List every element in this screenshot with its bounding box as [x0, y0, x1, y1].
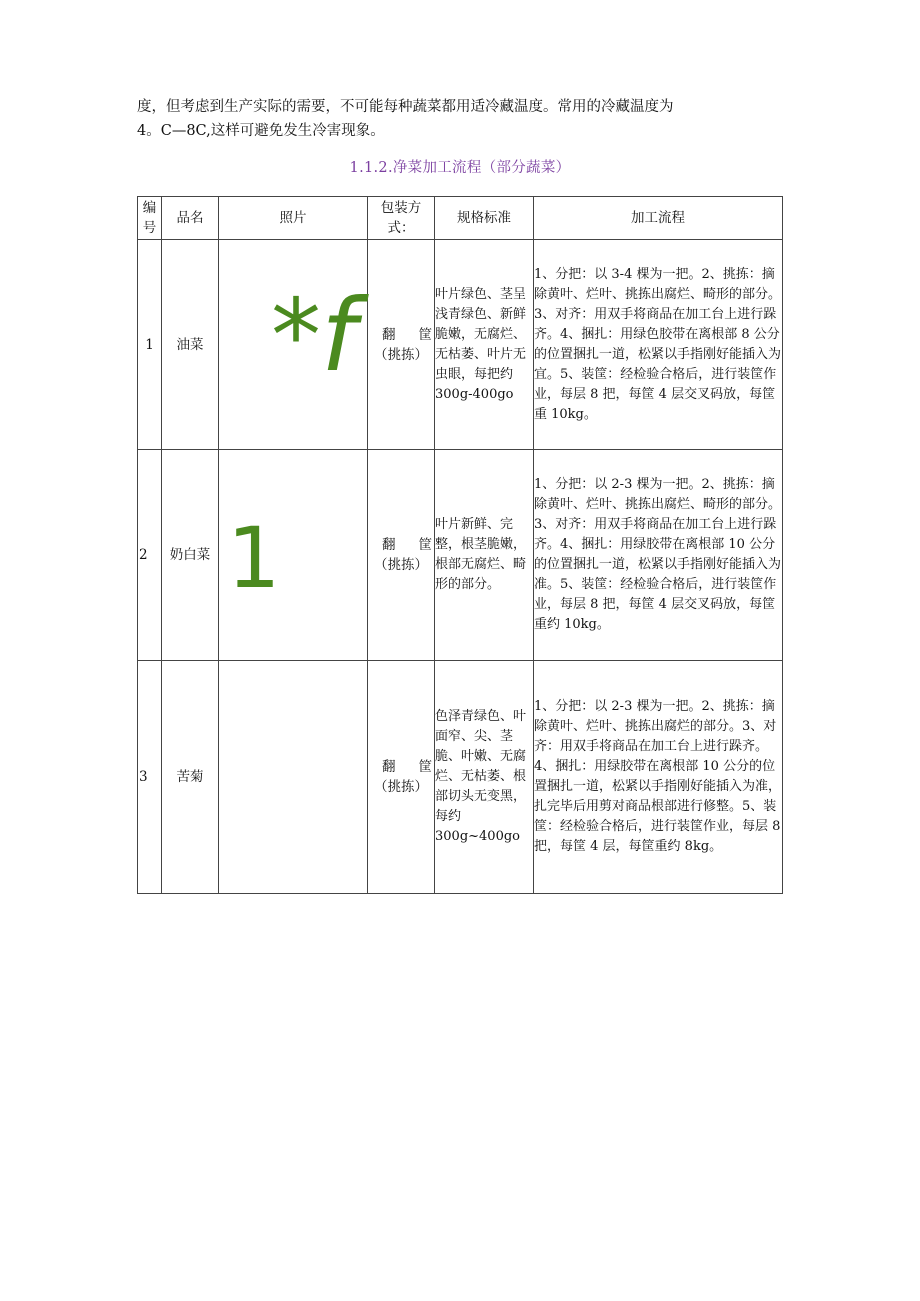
header-photo: 照片: [219, 197, 368, 240]
header-number-line-1: 编: [142, 200, 157, 216]
row-product-name: 油菜: [162, 240, 219, 450]
header-number: [138, 197, 162, 240]
section-title: 1.1.2.净菜加工流程（部分蔬菜）: [349, 160, 571, 176]
row-photo: [219, 661, 368, 894]
row-spec: 叶片绿色、茎呈浅青绿色、新鲜脆嫩，无腐烂、无枯萎、叶片无虫眼，每把约300g-400go: [435, 240, 534, 450]
packaging-note: （挑拣）: [374, 779, 428, 795]
processing-table: [137, 196, 783, 894]
packaging-note: （挑拣）: [374, 557, 428, 573]
table-header-row: [138, 197, 783, 240]
intro-line-2: 4。C—8C,这样可避免发生冷害现象。: [137, 123, 385, 139]
header-name: 品名: [162, 197, 219, 240]
row-spec: 叶片新鲜、完整，根茎脆嫩，根部无腐烂、畸形的部分。: [435, 450, 534, 661]
row-product-name: 苦菊: [162, 661, 219, 894]
row-number: 2: [138, 450, 162, 661]
header-spec: 规格标准: [435, 197, 534, 240]
packaging-method: 翻筐: [382, 326, 432, 343]
header-packaging: [368, 197, 435, 240]
row-packaging: [368, 450, 435, 661]
packaging-note: （挑拣）: [374, 346, 428, 363]
row-flow: 1、分把：以 2-3 棵为一把。2、挑拣：摘除黄叶、烂叶、挑拣出腐烂的部分。3、对齐：用双手将商品在加工台上进行跺齐。4、捆扎：用绿胶带在离根部 10 公分的位置捆扎一道，松紧以手指刚好能插入为准，扎完毕后用剪对商品根部进行修整。5、装筐：经检验合格后，进行装筐作业，每层 8 把，每筐 4 层，每筐重约 8kg。: [534, 661, 783, 894]
header-number-line-2: 号: [142, 220, 157, 236]
intro-line-1: 度，但考虑到生产实际的需要，不可能每种蔬菜都用适冷藏温度。常用的冷藏温度为: [137, 99, 674, 115]
table-row: [138, 450, 783, 661]
header-flow: 加工流程: [534, 197, 783, 240]
photo-placeholder-glyph: 1: [227, 509, 281, 607]
table-row: [138, 661, 783, 894]
row-number: 1: [138, 240, 162, 450]
header-packaging-line-1: 包装方: [380, 200, 422, 216]
table-row: [138, 240, 783, 450]
row-number: 3: [138, 661, 162, 894]
row-packaging: [368, 661, 435, 894]
row-flow: 1、分把：以 2-3 棵为一把。2、挑拣：摘除黄叶、烂叶、挑拣出腐烂、畸形的部分。3、对齐：用双手将商品在加工台上进行跺齐。4、捆扎：用绿胶带在离根部 10 公分的位置捆扎一道，松紧以手指刚好能插入为准。5、装筐：经检验合格后，进行装筐作业，每层 8 把，每筐 4 层交叉码放，每筐重约 10kg。: [534, 450, 783, 661]
header-packaging-line-2: 式：: [387, 220, 415, 236]
row-spec: 色泽青绿色、叶面窄、尖、茎脆、叶嫩、无腐烂、无枯萎、根部切头无变黑，每约300g~400go: [435, 661, 534, 894]
row-photo: [219, 240, 368, 450]
packaging-method: 翻筐: [382, 759, 432, 775]
row-product-name: 奶白菜: [162, 450, 219, 661]
row-photo: [219, 450, 368, 661]
packaging-method: 翻筐: [382, 537, 432, 553]
photo-placeholder-glyph: *f: [271, 277, 357, 394]
row-flow: 1、分把：以 3-4 棵为一把。2、挑拣：摘除黄叶、烂叶、挑拣出腐烂、畸形的部分。3、对齐：用双手将商品在加工台上进行跺齐。4、捆扎：用绿色胶带在离根部 8 公分的位置捆扎一道，松紧以手指刚好能插入为宜。5、装筐：经检验合格后，进行装筐作业，每层 8 把，每筐 4 层交叉码放，每筐重 10kg。: [534, 240, 783, 450]
row-packaging: [368, 240, 435, 450]
intro-paragraph: [137, 95, 787, 143]
